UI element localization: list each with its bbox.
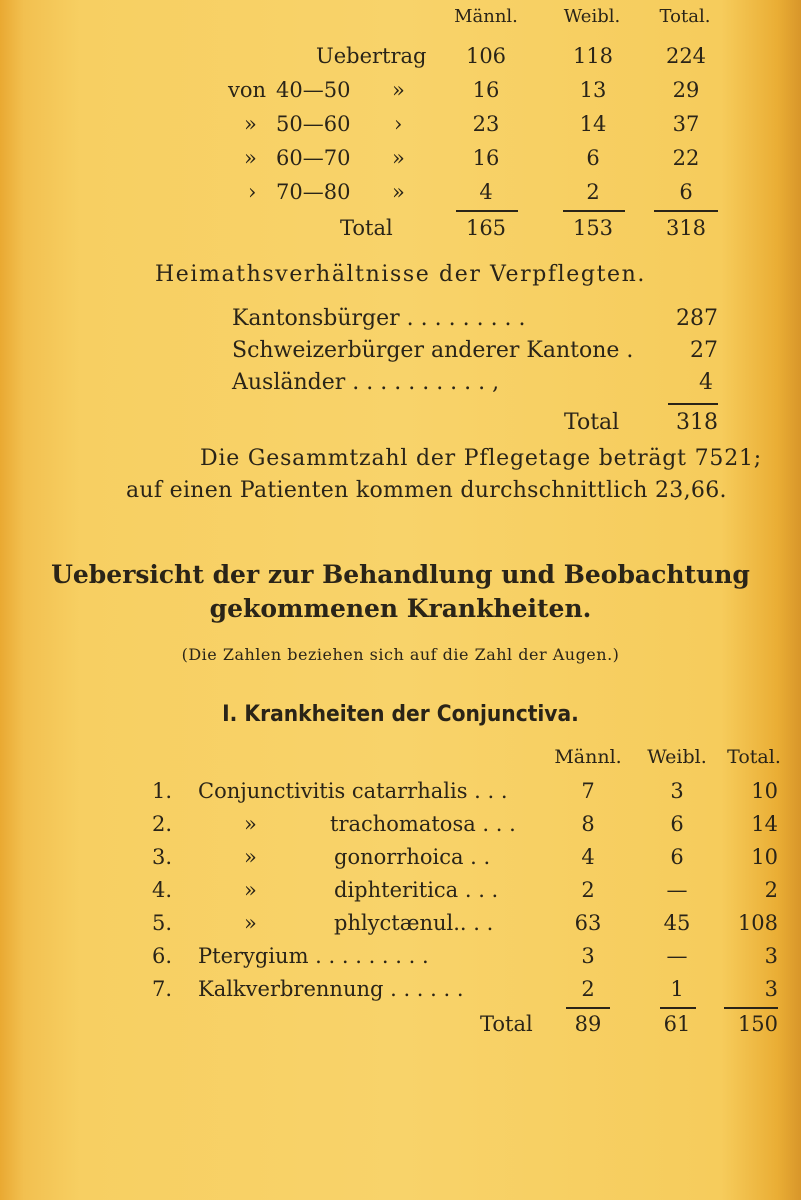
total-total: 150 <box>737 1012 778 1036</box>
cell-total: 108 <box>737 911 778 935</box>
cell-total: 6 <box>679 180 693 204</box>
cell-total: 22 <box>672 146 700 170</box>
row-number: 7. <box>152 977 173 1001</box>
cell-weibl: 6 <box>670 812 684 836</box>
ditto-mark: » <box>244 911 257 935</box>
total-total: 318 <box>665 216 707 240</box>
row-range: 50—60 <box>276 112 351 136</box>
cell-maennl: 3 <box>581 944 595 968</box>
cell-weibl: 6 <box>586 146 600 170</box>
cell-maennl: 23 <box>472 112 500 136</box>
table2-row <box>0 845 801 879</box>
total-label: Total <box>340 216 393 240</box>
section-subtitle: I. Krankheiten der Conjunctiva. <box>222 702 579 727</box>
row-range: 70—80 <box>276 180 351 204</box>
cell-weibl: 6 <box>670 845 684 869</box>
cell-weibl: — <box>666 944 688 968</box>
row-number: 5. <box>152 911 173 935</box>
row-number: 1. <box>152 779 173 803</box>
row-label: phlyctænul.. . . <box>334 911 494 935</box>
table2-total-row <box>0 1012 801 1046</box>
cell-weibl: 3 <box>670 779 684 803</box>
ditto-mark: » <box>244 812 257 836</box>
total-label: Total <box>480 1012 533 1036</box>
cell-maennl: 7 <box>581 779 595 803</box>
cell-maennl: 63 <box>574 911 602 935</box>
table1-row-uebertrag <box>0 44 801 78</box>
sum-rule <box>566 1007 610 1009</box>
table2-row <box>0 878 801 912</box>
heimat-value: 27 <box>690 338 718 363</box>
row-prefix: von <box>228 78 267 102</box>
row-number: 2. <box>152 812 173 836</box>
cell-total: 29 <box>672 78 700 102</box>
sum-rule <box>654 210 718 212</box>
heimat-label: Schweizerbürger anderer Kantone . <box>232 338 634 363</box>
row-label: trachomatosa . . . <box>330 812 516 836</box>
row-number: 6. <box>152 944 173 968</box>
table2-row <box>0 977 801 1011</box>
table2-header-weibl: Weibl. <box>647 746 707 768</box>
cell-total: 3 <box>764 977 778 1001</box>
cell-maennl: 106 <box>465 44 507 68</box>
row-prefix: » <box>244 146 257 170</box>
table2-row <box>0 812 801 846</box>
ditto-mark: » <box>244 845 257 869</box>
cell-weibl: 45 <box>663 911 691 935</box>
total-maennl: 89 <box>574 1012 602 1036</box>
cell-maennl: 16 <box>472 146 500 170</box>
cell-maennl: 2 <box>581 977 595 1001</box>
row-mark: » <box>392 180 405 204</box>
cell-weibl: 13 <box>579 78 607 102</box>
section-note: (Die Zahlen beziehen sich auf die Zahl der Augen.) <box>181 645 620 664</box>
sum-rule <box>724 1007 778 1009</box>
table1-row <box>0 78 801 112</box>
row-prefix: › <box>248 180 257 204</box>
cell-maennl: 8 <box>581 812 595 836</box>
cell-weibl: 118 <box>572 44 614 68</box>
cell-maennl: 16 <box>472 78 500 102</box>
cell-total: 37 <box>672 112 700 136</box>
table1-row <box>0 146 801 180</box>
row-prefix: » <box>244 112 257 136</box>
heimat-label: Kantonsbürger . . . . . . . . . <box>232 306 526 331</box>
table2-row <box>0 779 801 813</box>
row-number: 4. <box>152 878 173 902</box>
total-weibl: 153 <box>572 216 614 240</box>
paragraph-line: Die Gesammtzahl der Pflegetage beträgt 7521; <box>200 446 763 471</box>
row-label: Conjunctivitis catarrhalis . . . <box>198 779 508 803</box>
total-maennl: 165 <box>465 216 507 240</box>
cell-weibl: 14 <box>579 112 607 136</box>
sum-rule <box>660 1007 696 1009</box>
cell-total: 10 <box>751 845 778 869</box>
cell-maennl: 4 <box>479 180 493 204</box>
table1-total-row <box>0 216 801 250</box>
cell-total: 14 <box>751 812 778 836</box>
paragraph-line: auf einen Patienten kommen durchschnittlich 23,66. <box>126 478 727 503</box>
cell-maennl: 2 <box>581 878 595 902</box>
row-label: Pterygium . . . . . . . . . <box>198 944 429 968</box>
ditto-mark: » <box>244 878 257 902</box>
cell-maennl: 4 <box>581 845 595 869</box>
heimat-value: 287 <box>676 306 718 331</box>
row-mark: » <box>392 78 405 102</box>
table1-header-maennl: Männl. <box>454 6 518 27</box>
cell-weibl: 2 <box>586 180 600 204</box>
table2-row <box>0 944 801 978</box>
table1-row <box>0 112 801 146</box>
cell-total: 2 <box>764 878 778 902</box>
row-label: diphteritica . . . <box>334 878 499 902</box>
row-range: 60—70 <box>276 146 351 170</box>
total-weibl: 61 <box>663 1012 691 1036</box>
row-mark: › <box>394 112 403 136</box>
cell-weibl: — <box>666 878 688 902</box>
section-title: gekommenen Krankheiten. <box>209 594 592 623</box>
row-mark: » <box>392 146 405 170</box>
row-number: 3. <box>152 845 173 869</box>
cell-total: 3 <box>764 944 778 968</box>
heimat-title: Heimathsverhältnisse der Verpflegten. <box>154 262 647 287</box>
table1-header-total: Total. <box>659 6 711 27</box>
cell-total: 10 <box>751 779 778 803</box>
cell-total: 224 <box>665 44 707 68</box>
table2-header-maennl: Männl. <box>554 746 622 768</box>
row-label: Uebertrag <box>316 44 427 68</box>
heimat-label: Ausländer . . . . . . . . . . , <box>232 370 500 395</box>
row-label: gonorrhoica . . <box>334 845 491 869</box>
table1-header-weibl: Weibl. <box>563 6 621 27</box>
heimat-total-label: Total <box>564 410 620 435</box>
sum-rule <box>668 403 718 405</box>
row-label: Kalkverbrennung . . . . . . <box>198 977 464 1001</box>
table2-header-total: Total. <box>727 746 781 768</box>
table2-row <box>0 911 801 945</box>
heimat-total-value: 318 <box>676 410 718 435</box>
section-title: Uebersicht der zur Behandlung und Beobachtung <box>51 560 750 589</box>
sum-rule <box>456 210 518 212</box>
sum-rule <box>563 210 625 212</box>
row-range: 40—50 <box>276 78 351 102</box>
cell-weibl: 1 <box>670 977 684 1001</box>
heimat-value: 4 <box>699 370 713 395</box>
table1-row <box>0 180 801 214</box>
